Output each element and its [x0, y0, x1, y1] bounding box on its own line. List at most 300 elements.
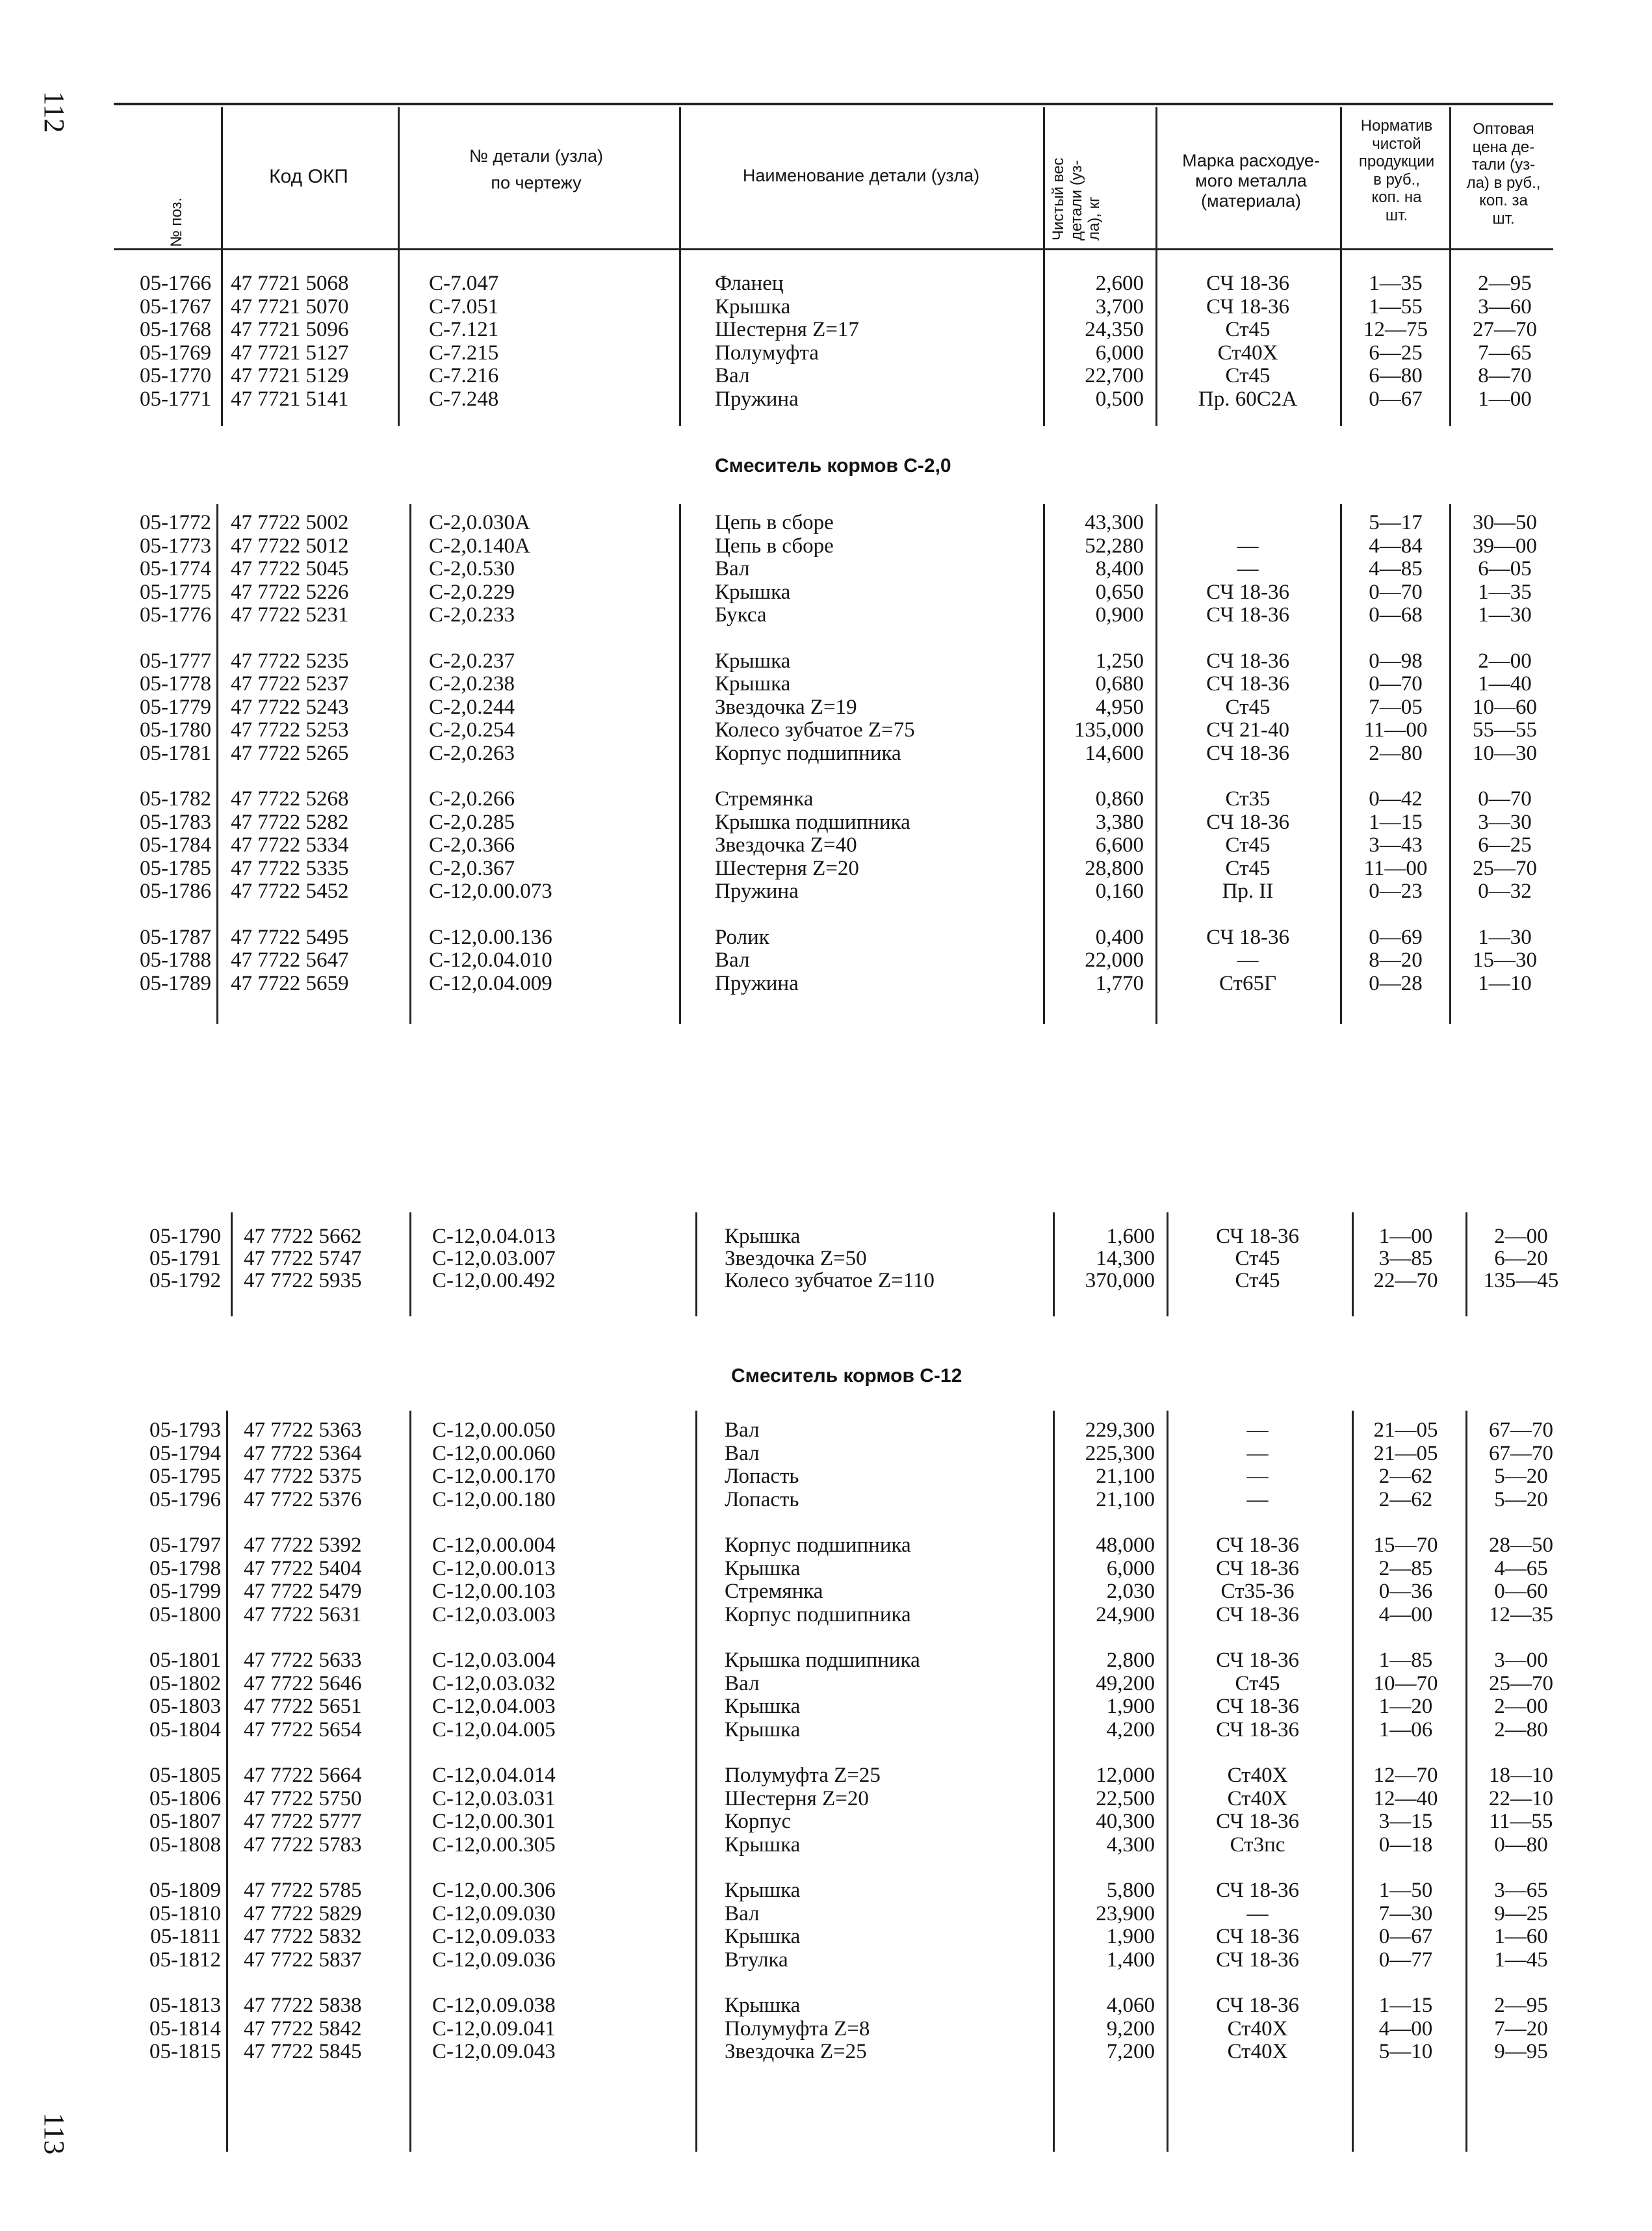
cell-weight: 14,300: [1096, 1247, 1155, 1270]
cell-price: 39—00: [1473, 534, 1537, 558]
cell-pos: 05-1788: [140, 948, 211, 972]
cell-norm: 8—20: [1369, 948, 1423, 972]
cell-price: 4—65: [1494, 1556, 1548, 1580]
cell-weight: 7,200: [1106, 2040, 1155, 2063]
cell-drawing: С-7.051: [429, 294, 499, 319]
cell-okp: 47 7722 5404: [244, 1556, 362, 1580]
cell-name: Корпус подшипника: [725, 1533, 911, 1557]
cell-price: 30—50: [1473, 511, 1537, 534]
cell-norm: 15—70: [1373, 1533, 1438, 1557]
cell-material: СЧ 21-40: [1206, 718, 1289, 742]
cell-weight: 6,000: [1095, 341, 1144, 365]
cell-norm: 1—15: [1369, 810, 1423, 834]
cell-weight: 0,500: [1095, 387, 1144, 411]
cell-drawing: С-12,0.00.170: [432, 1465, 556, 1488]
table-top-rule: [114, 103, 1553, 105]
cell-material: —: [1246, 1441, 1269, 1465]
cell-drawing: С-7.216: [429, 364, 499, 387]
table-row: [0, 534, 1652, 558]
header-weight: Чистый вес детали (уз- ла), кг: [1050, 157, 1103, 241]
table-row: [0, 387, 1652, 411]
header-norm-line: в руб.,: [1373, 170, 1420, 189]
cell-norm: 0—18: [1378, 1833, 1433, 1857]
cell-name: Стремянка: [725, 1580, 823, 1603]
cell-okp: 47 7722 5243: [231, 695, 349, 719]
cell-drawing: С-12,0.00.492: [432, 1269, 556, 1292]
page-number-top: 112: [38, 91, 70, 133]
cell-okp: 47 7722 5662: [244, 1225, 362, 1248]
header-price-line: ла) в руб.,: [1466, 174, 1541, 192]
cell-name: Крышка: [725, 1994, 801, 2017]
cell-weight: 12,000: [1096, 1764, 1155, 1787]
cell-norm: 7—05: [1369, 695, 1423, 719]
cell-price: 7—20: [1494, 2016, 1548, 2041]
table-row: [0, 511, 1652, 534]
cell-drawing: С-12,0.00.073: [429, 880, 552, 903]
cell-drawing: С-12,0.09.041: [432, 2016, 556, 2041]
cell-norm: 11—00: [1363, 718, 1428, 742]
cell-pos: 05-1808: [149, 1833, 221, 1857]
cell-weight: 1,250: [1095, 649, 1144, 673]
cell-drawing: С-2,0.237: [429, 649, 515, 673]
cell-name: Корпус подшипника: [725, 1602, 911, 1626]
cell-price: 2—00: [1478, 649, 1532, 673]
cell-name: Полумуфта Z=8: [725, 2016, 870, 2041]
cell-price: 1—30: [1478, 603, 1532, 627]
table-row: [0, 880, 1652, 903]
cell-price: 15—30: [1473, 948, 1537, 972]
cell-norm: 10—70: [1373, 1671, 1438, 1695]
cell-material: СЧ 18-36: [1206, 672, 1289, 696]
cell-drawing: С-12,0.04.010: [429, 948, 552, 972]
cell-material: Пр. 60С2А: [1198, 387, 1298, 411]
cell-price: 22—10: [1489, 1786, 1553, 1810]
cell-price: 1—30: [1478, 925, 1532, 949]
cell-weight: 4,950: [1095, 695, 1144, 719]
cell-name: Крышка: [725, 1879, 801, 1902]
cell-drawing: С-12,0.09.036: [432, 1948, 556, 1972]
header-material-line: (материала): [1201, 191, 1301, 211]
cell-material: Ст40Х: [1227, 2016, 1288, 2041]
cell-drawing: С-2,0.244: [429, 695, 515, 719]
cell-drawing: С-12,0.04.014: [432, 1764, 556, 1787]
cell-material: Ст35-36: [1220, 1580, 1295, 1603]
cell-price: 2—95: [1494, 1994, 1548, 2017]
cell-name: Полумуфта: [715, 341, 819, 365]
header-pos: № поз.: [168, 197, 185, 247]
cell-pos: 05-1800: [149, 1602, 221, 1626]
cell-weight: 14,600: [1085, 741, 1144, 765]
cell-weight: 1,400: [1106, 1948, 1155, 1972]
cell-weight: 0,650: [1095, 580, 1144, 604]
cell-okp: 47 7722 5935: [244, 1269, 362, 1292]
cell-weight: 48,000: [1096, 1533, 1155, 1557]
cell-drawing: С-12,0.00.103: [432, 1580, 556, 1603]
cell-pos: 05-1774: [140, 557, 211, 581]
cell-norm: 1—85: [1378, 1649, 1433, 1672]
cell-drawing: С-2,0.285: [429, 810, 515, 834]
cell-material: СЧ 18-36: [1216, 1948, 1299, 1972]
cell-pos: 05-1766: [140, 272, 211, 295]
cell-weight: 3,380: [1095, 810, 1144, 834]
cell-drawing: С-12,0.03.004: [432, 1649, 556, 1672]
cell-norm: 6—80: [1369, 364, 1423, 387]
header-price-line: тали (уз-: [1471, 156, 1536, 174]
cell-drawing: С-12,0.04.005: [432, 1717, 556, 1742]
cell-weight: 0,680: [1095, 672, 1144, 696]
cell-material: —: [1237, 557, 1259, 581]
cell-material: СЧ 18-36: [1216, 1533, 1299, 1557]
cell-pos: 05-1809: [149, 1879, 221, 1902]
cell-drawing: С-7.215: [429, 341, 499, 365]
header-price-line: цена де-: [1472, 138, 1535, 156]
cell-pos: 05-1768: [140, 318, 211, 341]
cell-okp: 47 7721 5127: [231, 341, 349, 365]
cell-drawing: С-12,0.00.060: [432, 1441, 556, 1465]
cell-material: —: [1246, 1418, 1269, 1442]
table-row: [0, 787, 1652, 811]
cell-price: 25—70: [1473, 856, 1537, 880]
table-row: [0, 341, 1652, 365]
cell-name: Крышка подшипника: [715, 810, 910, 834]
table-row: [0, 1695, 1652, 1718]
cell-material: Ст3пс: [1230, 1833, 1285, 1857]
cell-price: 67—70: [1489, 1418, 1553, 1442]
table-row: [0, 1833, 1652, 1857]
cell-okp: 47 7722 5334: [231, 833, 349, 857]
cell-drawing: С-2,0.229: [429, 580, 515, 604]
cell-name: Лопасть: [725, 1487, 799, 1511]
cell-okp: 47 7722 5231: [231, 603, 349, 627]
table-row: [0, 1902, 1652, 1925]
cell-weight: 9,200: [1106, 2016, 1155, 2041]
cell-okp: 47 7721 5070: [231, 294, 349, 319]
cell-weight: 22,700: [1085, 364, 1144, 387]
cell-okp: 47 7721 5068: [231, 272, 349, 295]
cell-price: 28—50: [1489, 1533, 1553, 1557]
cell-norm: 1—50: [1378, 1879, 1433, 1902]
header-price-line: коп. за: [1479, 192, 1528, 210]
table-row: [0, 1488, 1652, 1511]
cell-pos: 05-1785: [140, 856, 211, 880]
cell-price: 1—35: [1478, 580, 1532, 604]
section-title: Смеситель кормов С-12: [731, 1365, 962, 1387]
cell-weight: 43,300: [1085, 511, 1144, 534]
cell-weight: 4,200: [1106, 1717, 1155, 1742]
cell-pos: 05-1786: [140, 880, 211, 903]
cell-pos: 05-1771: [140, 387, 211, 411]
cell-okp: 47 7722 5363: [244, 1418, 362, 1442]
cell-name: Крышка: [715, 294, 791, 319]
cell-okp: 47 7721 5141: [231, 387, 349, 411]
cell-pos: 05-1789: [140, 971, 211, 995]
cell-weight: 24,900: [1096, 1602, 1155, 1626]
cell-price: 1—45: [1494, 1948, 1548, 1972]
cell-okp: 47 7722 5664: [244, 1764, 362, 1787]
cell-drawing: С-12,0.00.301: [432, 1810, 556, 1833]
cell-okp: 47 7721 5096: [231, 318, 349, 341]
cell-price: 1—60: [1494, 1925, 1548, 1948]
header-drawing-line: № детали (узла): [469, 146, 604, 166]
table-row: [0, 1418, 1652, 1442]
table-row: [0, 926, 1652, 949]
cell-pos: 05-1773: [140, 534, 211, 558]
cell-material: Ст45: [1235, 1671, 1280, 1695]
cell-material: Ст45: [1225, 833, 1271, 857]
cell-price: 6—25: [1478, 833, 1532, 857]
cell-material: Ст40Х: [1227, 1764, 1288, 1787]
cell-drawing: С-2,0.366: [429, 833, 515, 857]
table-row: [0, 972, 1652, 995]
cell-weight: 22,000: [1085, 948, 1144, 972]
header-price-line: шт.: [1492, 209, 1515, 228]
cell-pos: 05-1815: [149, 2040, 221, 2063]
cell-okp: 47 7722 5392: [244, 1533, 362, 1557]
header-name: Наименование детали (узла): [742, 166, 980, 185]
header-drawing: [400, 146, 673, 193]
cell-material: СЧ 18-36: [1206, 272, 1289, 295]
table-row: [0, 1649, 1652, 1672]
table-row: [0, 1465, 1652, 1488]
cell-material: —: [1237, 948, 1259, 972]
cell-weight: 135,000: [1074, 718, 1144, 742]
cell-norm: 1—06: [1378, 1717, 1433, 1742]
header-norm-line: шт.: [1385, 206, 1408, 224]
cell-material: Ст40Х: [1217, 341, 1278, 365]
cell-pos: 05-1792: [149, 1269, 221, 1292]
cell-norm: 4—00: [1378, 2016, 1433, 2041]
cell-pos: 05-1780: [140, 718, 211, 742]
cell-pos: 05-1778: [140, 672, 211, 696]
cell-pos: 05-1799: [149, 1580, 221, 1603]
cell-material: СЧ 18-36: [1216, 1879, 1299, 1902]
cell-material: —: [1246, 1465, 1269, 1488]
cell-okp: 47 7722 5268: [231, 787, 349, 811]
cell-name: Букса: [715, 603, 767, 627]
cell-price: 3—30: [1478, 810, 1532, 834]
cell-pos: 05-1782: [140, 787, 211, 811]
cell-norm: 12—75: [1363, 318, 1428, 341]
cell-okp: 47 7722 5479: [244, 1580, 362, 1603]
cell-okp: 47 7722 5654: [244, 1717, 362, 1742]
cell-name: Колесо зубчатое Z=110: [725, 1269, 935, 1292]
cell-price: 1—40: [1478, 672, 1532, 696]
cell-weight: 24,350: [1085, 318, 1144, 341]
table-row: [0, 318, 1652, 341]
table-row: [0, 364, 1652, 387]
cell-pos: 05-1801: [149, 1649, 221, 1672]
cell-okp: 47 7722 5785: [244, 1879, 362, 1902]
cell-name: Корпус подшипника: [715, 741, 901, 765]
cell-price: 67—70: [1489, 1441, 1553, 1465]
table-row: [0, 557, 1652, 581]
cell-price: 6—20: [1494, 1247, 1548, 1270]
cell-pos: 05-1791: [149, 1247, 221, 1270]
cell-norm: 12—70: [1373, 1764, 1438, 1787]
cell-okp: 47 7722 5750: [244, 1786, 362, 1810]
header-drawing-line: по чертежу: [491, 173, 582, 193]
cell-name: Крышка: [725, 1695, 801, 1718]
cell-name: Шестерня Z=20: [715, 856, 859, 880]
cell-norm: 21—05: [1373, 1418, 1438, 1442]
cell-price: 9—95: [1494, 2040, 1548, 2063]
cell-name: Вал: [725, 1901, 760, 1925]
table-row: [0, 1442, 1652, 1465]
cell-material: Ст65Г: [1219, 971, 1277, 995]
cell-material: —: [1246, 1901, 1269, 1925]
cell-price: 1—00: [1478, 387, 1532, 411]
cell-okp: 47 7722 5226: [231, 580, 349, 604]
cell-drawing: С-12,0.00.004: [432, 1533, 556, 1557]
header-material: [1160, 151, 1342, 211]
cell-weight: 1,900: [1106, 1695, 1155, 1718]
cell-price: 8—70: [1478, 364, 1532, 387]
cell-weight: 2,800: [1106, 1649, 1155, 1672]
cell-name: Вал: [725, 1441, 760, 1465]
cell-material: СЧ 18-36: [1216, 1556, 1299, 1580]
cell-name: Колесо зубчатое Z=75: [715, 718, 915, 742]
cell-name: Вал: [725, 1418, 760, 1442]
cell-material: СЧ 18-36: [1216, 1925, 1299, 1948]
cell-name: Вал: [715, 364, 750, 387]
cell-pos: 05-1812: [149, 1948, 221, 1972]
cell-okp: 47 7722 5832: [244, 1925, 362, 1948]
cell-weight: 40,300: [1096, 1810, 1155, 1833]
cell-material: Ст35: [1225, 787, 1271, 811]
table-row: [0, 1580, 1652, 1603]
cell-norm: 0—70: [1369, 580, 1423, 604]
table-row: [0, 948, 1652, 972]
cell-okp: 47 7722 5282: [231, 810, 349, 834]
cell-pos: 05-1783: [140, 810, 211, 834]
cell-pos: 05-1769: [140, 341, 211, 365]
header-norm-line: чистой: [1372, 135, 1421, 153]
table-row: [0, 672, 1652, 696]
cell-okp: 47 7722 5783: [244, 1833, 362, 1857]
cell-price: 10—30: [1473, 741, 1537, 765]
cell-weight: 8,400: [1095, 557, 1144, 581]
cell-material: СЧ 18-36: [1216, 1810, 1299, 1833]
cell-okp: 47 7722 5452: [231, 880, 349, 903]
cell-weight: 52,280: [1085, 534, 1144, 558]
cell-name: Звездочка Z=25: [725, 2040, 867, 2063]
table-row: [0, 295, 1652, 319]
cell-pos: 05-1779: [140, 695, 211, 719]
cell-weight: 4,060: [1106, 1994, 1155, 2017]
cell-okp: 47 7722 5012: [231, 534, 349, 558]
cell-pos: 05-1777: [140, 649, 211, 673]
table-row: [0, 1557, 1652, 1580]
cell-name: Звездочка Z=19: [715, 695, 857, 719]
cell-weight: 49,200: [1096, 1671, 1155, 1695]
cell-weight: 1,770: [1095, 971, 1144, 995]
cell-norm: 3—15: [1378, 1810, 1433, 1833]
table-row: [0, 857, 1652, 880]
cell-pos: 05-1810: [149, 1901, 221, 1925]
cell-price: 11—55: [1489, 1810, 1553, 1833]
cell-pos: 05-1803: [149, 1695, 221, 1718]
cell-material: СЧ 18-36: [1206, 603, 1289, 627]
cell-okp: 47 7722 5265: [231, 741, 349, 765]
cell-drawing: С-7.248: [429, 387, 499, 411]
cell-pos: 05-1770: [140, 364, 211, 387]
cell-name: Ролик: [715, 925, 769, 949]
header-material-line: Марка расходуе-: [1182, 151, 1320, 170]
cell-material: СЧ 18-36: [1216, 1717, 1299, 1742]
cell-okp: 47 7722 5777: [244, 1810, 362, 1833]
cell-norm: 0—68: [1369, 603, 1423, 627]
cell-norm: 0—42: [1369, 787, 1423, 811]
cell-norm: 7—30: [1378, 1901, 1433, 1925]
cell-norm: 1—15: [1378, 1994, 1433, 2017]
cell-name: Крышка: [725, 1225, 801, 1248]
cell-pos: 05-1797: [149, 1533, 221, 1557]
cell-norm: 1—00: [1378, 1225, 1433, 1248]
cell-name: Шестерня Z=17: [715, 318, 859, 341]
cell-weight: 28,800: [1085, 856, 1144, 880]
cell-drawing: С-12,0.04.003: [432, 1695, 556, 1718]
table-row: [0, 696, 1652, 719]
cell-weight: 21,100: [1096, 1487, 1155, 1511]
cell-drawing: С-12,0.09.043: [432, 2040, 556, 2063]
cell-norm: 12—40: [1373, 1786, 1438, 1810]
cell-weight: 1,600: [1106, 1225, 1155, 1248]
cell-pos: 05-1772: [140, 511, 211, 534]
cell-norm: 0—98: [1369, 649, 1423, 673]
cell-name: Крышка: [725, 1556, 801, 1580]
cell-drawing: С-2,0.263: [429, 741, 515, 765]
cell-name: Вал: [715, 557, 750, 581]
table-row: [0, 1925, 1652, 1948]
cell-material: СЧ 18-36: [1206, 925, 1289, 949]
cell-weight: 5,800: [1106, 1879, 1155, 1902]
cell-name: Звездочка Z=40: [715, 833, 857, 857]
header-norm-line: коп. на: [1371, 189, 1422, 207]
cell-name: Шестерня Z=20: [725, 1786, 869, 1810]
cell-weight: 6,000: [1106, 1556, 1155, 1580]
cell-price: 9—25: [1494, 1901, 1548, 1925]
cell-pos: 05-1798: [149, 1556, 221, 1580]
cell-name: Крышка: [715, 672, 791, 696]
cell-drawing: С-2,0.140А: [429, 534, 530, 558]
cell-weight: 0,860: [1095, 787, 1144, 811]
table-row: [0, 1994, 1652, 2017]
cell-norm: 0—69: [1369, 925, 1423, 949]
cell-price: 2—00: [1494, 1225, 1548, 1248]
cell-norm: 5—17: [1369, 511, 1423, 534]
cell-drawing: С-12,0.04.009: [429, 971, 552, 995]
cell-name: Пружина: [715, 387, 799, 411]
cell-name: Фланец: [715, 272, 784, 295]
cell-name: Пружина: [715, 880, 799, 903]
cell-material: Ст45: [1225, 695, 1271, 719]
cell-okp: 47 7722 5237: [231, 672, 349, 696]
cell-okp: 47 7722 5845: [244, 2040, 362, 2063]
cell-okp: 47 7722 5838: [244, 1994, 362, 2017]
header-price: [1453, 120, 1554, 228]
header-norm-line: продукции: [1358, 153, 1435, 171]
cell-material: СЧ 18-36: [1206, 810, 1289, 834]
cell-price: 18—10: [1489, 1764, 1553, 1787]
cell-name: Крышка: [725, 1717, 801, 1742]
cell-norm: 1—55: [1369, 294, 1423, 319]
cell-material: СЧ 18-36: [1206, 580, 1289, 604]
cell-material: СЧ 18-36: [1206, 649, 1289, 673]
cell-norm: 0—67: [1378, 1925, 1433, 1948]
cell-weight: 0,400: [1095, 925, 1144, 949]
table-row: [0, 718, 1652, 742]
cell-pos: 05-1795: [149, 1465, 221, 1488]
